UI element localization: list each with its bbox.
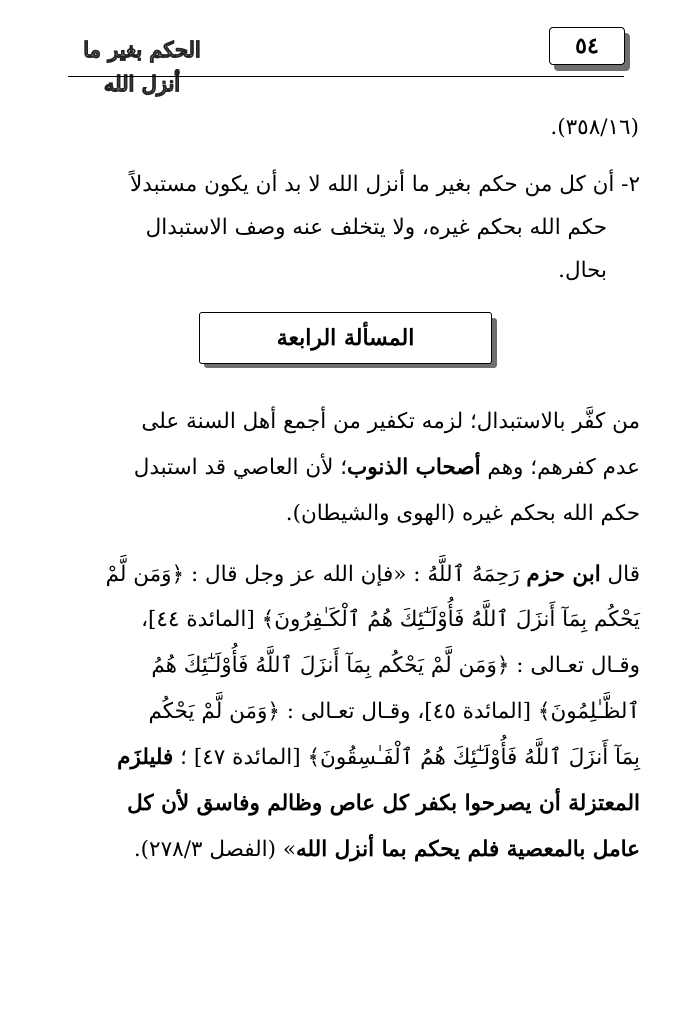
item-2-line-1: ٢- أن كل من حكم بغير ما أنزل الله لا بد أن يكون مستبدلاً [130,172,640,197]
text-line-ref: (٣٥٨/١٦). [550,115,639,140]
running-title: الحكم بغير ما أنزل الله [83,37,201,96]
quote-line-7 [134,828,640,872]
p1-bold-term: أصحاب الذنوب [347,455,481,480]
paragraph-1-line-2 [54,446,640,490]
quote-line-5 [54,736,640,780]
quote-line-6 [54,782,640,826]
quote-l6-bold: المعتزلة أن يصرحوا بكفر كل عاص وظالم وفاسق لأن كل [127,791,640,816]
quote-l7-bold: عامل بالمعصية فلم يحكم بما أنزل الله [296,837,640,862]
quote-l1-rest: رَحِمَهُ ٱللَّهُ : «فإن الله عز وجل قال : ﴿وَمَن لَّمْ [105,562,527,587]
paragraph-1-line-1: من كفَّر بالاستبدال؛ لزمه تكفير من أجمع أهل السنة على [141,409,640,434]
quote-intro: قال [600,562,640,587]
quote-l5-bold: فليلزَم [117,745,174,770]
quote-author: ابن حزم [526,562,601,587]
quote-line-4: ٱلظَّـٰلِمُونَ﴾ [المائدة ٤٥]، وقـال تعـالى : ﴿وَمَن لَّمْ يَحْكُم [148,699,640,724]
page-number: ٥٤ [549,27,625,65]
quote-line-2: يَحْكُم بِمَآ أَنزَلَ ٱللَّهُ فَأُوْلَـٰٓئِكَ هُمُ ٱلْكَـٰفِرُونَ﴾ [المائدة ٤٤]، [141,607,640,632]
item-2-line-3: بحال. [558,258,607,283]
p1-text-a: عدم كفرهم؛ وهم [480,455,640,480]
p1-text-b: ؛ لأن العاصي قد استبدل [133,455,348,480]
quote-line-1 [85,553,640,597]
paragraph-1-line-3: حكم الله بحكم غيره (الهوى والشيطان). [285,501,640,526]
quote-l5-text: بِمَآ أَنزَلَ ٱللَّهُ فَأُوْلَـٰٓئِكَ هُمُ ٱلْفَـٰسِقُونَ﴾ [المائدة ٤٧] ؛ [173,745,640,770]
section-title: المسألة الرابعة [199,312,492,364]
quote-l7-ref: » (الفصل ٢٧٨/٣). [133,837,297,862]
header-rule [68,76,624,77]
item-2-line-2: حكم الله بحكم غيره، ولا يتخلف عنه وصف الاستبدال [145,215,607,240]
quote-line-3: وقـال تعـالى : ﴿وَمَن لَّمْ يَحْكُم بِمَآ أَنزَلَ ٱللَّهُ فَأُوْلَـٰٓئِكَ هُمُ [151,653,640,678]
